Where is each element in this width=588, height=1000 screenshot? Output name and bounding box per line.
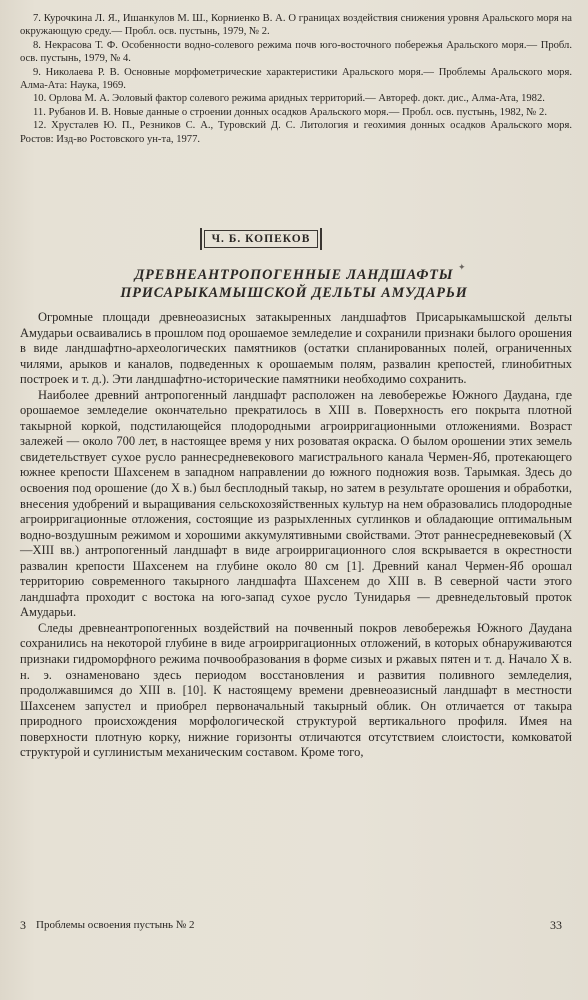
body-paragraph: Наиболее древний антропогенный ландшафт расположен на левобережье Южного Даудана, где орошаемое земледелие окончательно прекратилось в XIII в. Поверхность его покрыта плотной такырной коркой, подстилающейся плодородными агроирригационными отложениями. Возраст залежей — около 700 лет, в настоящее время у них розоватая окраска. О былом орошении этих земель свидетельствует сухое русло раннесредневекового магистрального канала Чермен-Яб, протекающего южнее крепости Шахсенем в западном направлении до южного подножия возв. Тарымкая. Здесь до освоения под орошение (до X в.) был бесплодный такыр, но затем в результате орошения и обработки, внесения удобрений и выращивания сельскохозяйственных культур на нем образовались плодородные агроирригационные отложения, состоящие из разрыхленных суглинков и обладающие оптимальным водно-воздушным режимом и хорошими аккумулятивными свойствами. Этот раннесредневековый (X—XIII вв.) антропогенный ландшафт в виде агроирригационного слоя вскрывается в окрестности развалин крепости Шахсенем на глубине около 80 см [1]. Древний канал Чермен-Яб орошал территорию современного такырного ландшафта Шахсенем до XIII в. В северной части этого ландшафта проходит с востока на юго-запад сухое русло Тунидарья — древнедельтовый проток Амударьи. xyxy=(20,387,572,620)
signature-mark: 3 xyxy=(20,918,26,932)
page-number: 33 xyxy=(550,918,562,932)
article-title-line: ДРЕВНЕАНТРОПОГЕННЫЕ ЛАНДШАФТЫ xyxy=(134,267,454,283)
body-paragraph: Огромные площади древнеоазисных затакыренных ландшафтов Присарыкамышской дельты Амударьи осваивались в прошлом под орошаемое земледелие и сохранили признаки былого орошения в виде ландшафтно-археологических памятников (остатки спланированных полей, ограниченных чилями, арыков и каналов, подведенных к орошаемым полям, развалин крепостей, глинобитных построек и т. д.). Эти ландшафтно-исторические памятники необходимо сохранить. xyxy=(20,310,572,387)
article-title xyxy=(40,266,548,302)
reference-item: 7. Курочкина Л. Я., Ишанкулов М. Ш., Корниенко В. А. О границах воздействия снижения уровня Аральского моря на окружающую среду.— Пробл. осв. пустынь, 1979, № 2. xyxy=(20,13,572,38)
article-title-line: ПРИСАРЫКАМЫШСКОЙ ДЕЛЬТЫ АМУДАРЬИ xyxy=(120,285,468,301)
author-name: Ч. Б. КОПЕКОВ xyxy=(204,230,318,248)
page-footer xyxy=(20,918,572,934)
article-body xyxy=(20,310,572,761)
reference-item: 8. Некрасова Т. Ф. Особенности водно-солевого режима почв юго-восточного побережья Аральского моря.— Пробл. осв. пустынь, 1979, № 4. xyxy=(20,39,572,65)
reference-item: 12. Хрусталев Ю. П., Резников С. А., Туровский Д. С. Литология и геохимия донных осадков Аральского моря. Ростов: Изд-во Ростовского ун-та, 1977. xyxy=(20,120,572,145)
reference-item: 10. Орлова М. А. Эоловый фактор солевого режима аридных территорий.— Автореф. докт. дис., Алма-Ата, 1982. xyxy=(33,93,545,105)
reference-item: 9. Николаева Р. В. Основные морфометрические характеристики Аральского моря.— Проблемы Аральского моря. Алма-Ата: Наука, 1969. xyxy=(20,66,572,92)
reference-list xyxy=(20,12,572,146)
print-speck: ✦ xyxy=(458,262,466,272)
body-paragraph: Следы древнеантропогенных воздействий на почвенный покров левобережья Южного Даудана сохранились на некоторой глубине в виде агроирригационных отложений, в которых обнаруживаются признаки гидроморфного режима почвообразования в форме сизых и ржавых пятен и т. д. Начало X в. н. э. ознаменовано здесь периодом восстановления и развития поливного земледелия, продолжавшимся до XIII в. [10]. К настоящему времени древнеоазисный ландшафт в местности Шахсенем запустел и приобрел первоначальный такырный облик. Он отличается от такыра природного происхождения морфологической структурой вертикального профиля. Имея на поверхности плотную корку, нижние горизонты отличаются отсутствием слоистости, комковатой структурой и суглинистым механическим составом. Кроме того, xyxy=(20,620,572,760)
reference-item: 11. Рубанов И. В. Новые данные о строении донных осадков Аральского моря.— Пробл. осв. пустынь, 1982, № 2. xyxy=(33,106,547,118)
journal-name: Проблемы освоения пустынь № 2 xyxy=(36,919,195,931)
